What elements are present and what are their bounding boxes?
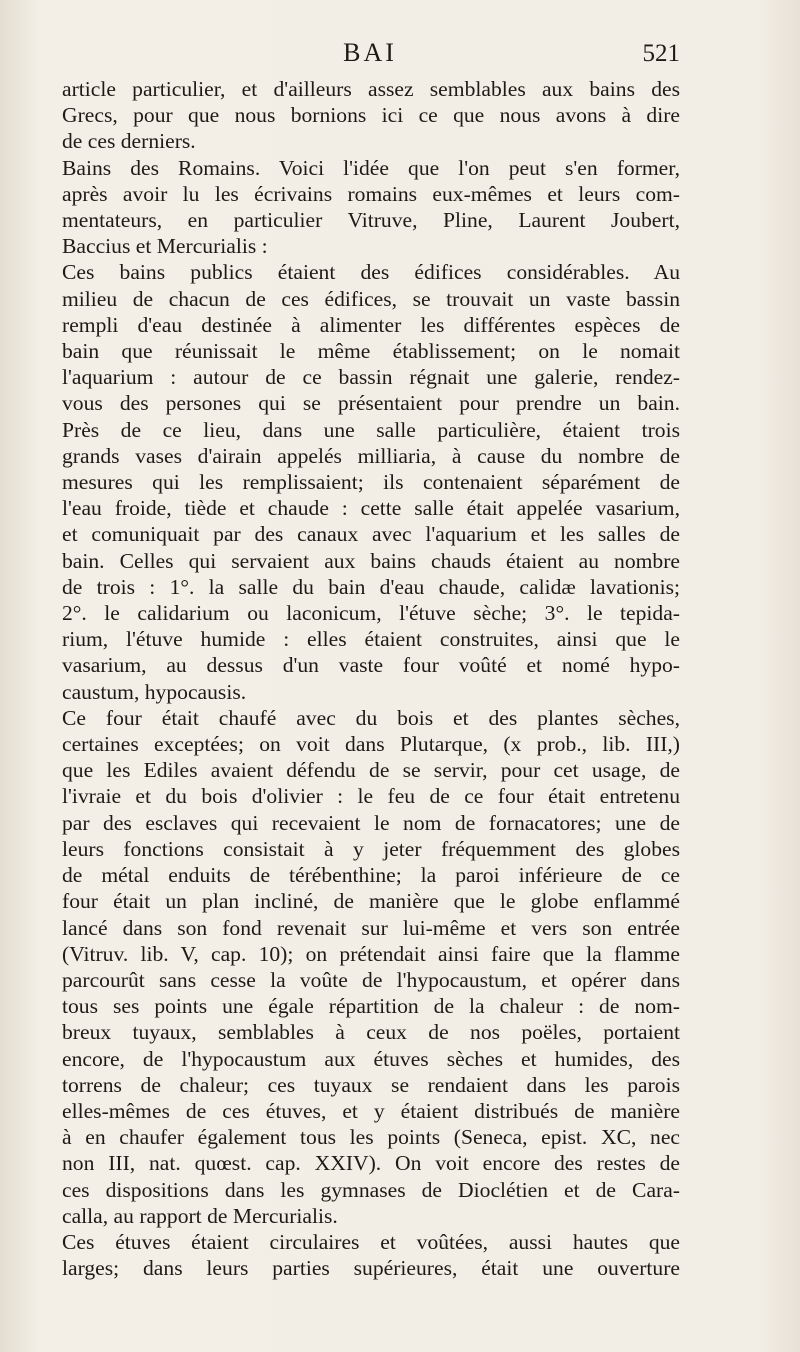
text-line: de métal enduits de térébenthine; la paroi inférieure de ce xyxy=(62,863,680,888)
text-line: Bains des Romains. Voici l'idée que l'on peut s'en former, xyxy=(62,155,680,180)
text-line: rempli d'eau destinée à alimenter les différentes espèces de xyxy=(62,312,680,337)
text-line: Près de ce lieu, dans une salle particulière, étaient trois xyxy=(62,417,680,442)
text-line: torrens de chaleur; ces tuyaux se rendaient dans les parois xyxy=(62,1072,680,1097)
text-line: tous ses points une égale répartition de la chaleur : de nom- xyxy=(62,994,680,1019)
text-line: four était un plan incliné, de manière que le globe enflammé xyxy=(62,889,680,914)
body-text xyxy=(62,76,680,1281)
page-header xyxy=(60,38,680,78)
text-line: Baccius et Mercurialis : xyxy=(62,234,268,259)
text-line: article particulier, et d'ailleurs assez semblables aux bains des xyxy=(62,77,680,101)
text-line: Ces bains publics étaient des édifices considérables. Au xyxy=(62,260,680,285)
text-line: à en chaufer également tous les points (Seneca, epist. XC, nec xyxy=(62,1125,680,1150)
text-line: rium, l'étuve humide : elles étaient construites, ainsi que le xyxy=(62,627,680,652)
text-line: de trois : 1°. la salle du bain d'eau chaude, calidæ lavationis; xyxy=(62,574,680,599)
text-line: mesures qui les remplissaient; ils contenaient séparément de xyxy=(62,470,680,495)
text-line: l'eau froide, tiède et chaude : cette salle était appelée vasarium, xyxy=(62,496,680,521)
text-line: milieu de chacun de ces édifices, se trouvait un vaste bassin xyxy=(62,286,680,311)
text-line: que les Ediles avaient défendu de se servir, pour cet usage, de xyxy=(62,758,680,783)
text-line: vasarium, au dessus d'un vaste four voûté et nomé hypo- xyxy=(62,653,680,678)
text-line: lancé dans son fond revenait sur lui-même et vers son entrée xyxy=(62,915,680,940)
text-line: Ces étuves étaient circulaires et voûtées, aussi hautes que xyxy=(62,1229,680,1254)
text-line: larges; dans leurs parties supérieures, était une ouverture xyxy=(62,1256,680,1281)
running-title: BAI xyxy=(343,38,397,67)
text-line: (Vitruv. lib. V, cap. 10); on prétendait ainsi faire que la flamme xyxy=(62,941,680,966)
text-line: vous des persones qui se présentaient pour prendre un bain. xyxy=(62,391,680,416)
page-number: 521 xyxy=(642,40,680,67)
text-line: après avoir lu les écrivains romains eux-mêmes et leurs com- xyxy=(62,181,680,206)
text-line: Ce four était chaufé avec du bois et des plantes sèches, xyxy=(62,705,680,730)
text-line: encore, de l'hypocaustum aux étuves sèches et humides, des xyxy=(62,1046,680,1071)
text-line: 2°. le calidarium ou laconicum, l'étuve sèche; 3°. le tepida- xyxy=(62,601,680,626)
text-line: certaines exceptées; on voit dans Plutarque, (x prob., lib. III,) xyxy=(62,732,680,757)
text-line: l'ivraie et du bois d'olivier : le feu de ce four était entretenu xyxy=(62,784,680,809)
text-line: caustum, hypocausis. xyxy=(62,679,247,704)
text-line: leurs fonctions consistait à y jeter fréquemment des globes xyxy=(62,836,680,861)
text-line: elles-mêmes de ces étuves, et y étaient distribués de manière xyxy=(62,1098,680,1123)
text-line: et comuniquait par des canaux avec l'aquarium et les salles de xyxy=(62,522,680,547)
text-line: grands vases d'airain appelés milliaria, à cause du nombre de xyxy=(62,443,680,468)
text-line: mentateurs, en particulier Vitruve, Pline, Laurent Joubert, xyxy=(62,208,680,233)
text-line: Grecs, pour que nous bornions ici ce que nous avons à dire xyxy=(62,103,680,128)
text-line: ces dispositions dans les gymnases de Dioclétien et de Cara- xyxy=(62,1177,680,1202)
text-line: non III, nat. quœst. cap. XXIV). On voit encore des restes de xyxy=(62,1151,680,1176)
text-line: parcourût sans cesse la voûte de l'hypocaustum, et opérer dans xyxy=(62,967,680,992)
text-line: calla, au rapport de Mercurialis. xyxy=(62,1203,338,1228)
text-line: de ces derniers. xyxy=(62,129,196,154)
text-line: par des esclaves qui recevaient le nom de fornacatores; une de xyxy=(62,810,680,835)
text-line: bain que réunissait le même établissement; on le nomait xyxy=(62,339,680,364)
text-line: bain. Celles qui servaient aux bains chauds étaient au nombre xyxy=(62,548,680,573)
text-line: l'aquarium : autour de ce bassin régnait une galerie, rendez- xyxy=(62,365,680,390)
text-line: breux tuyaux, semblables à ceux de nos poëles, portaient xyxy=(62,1020,680,1045)
